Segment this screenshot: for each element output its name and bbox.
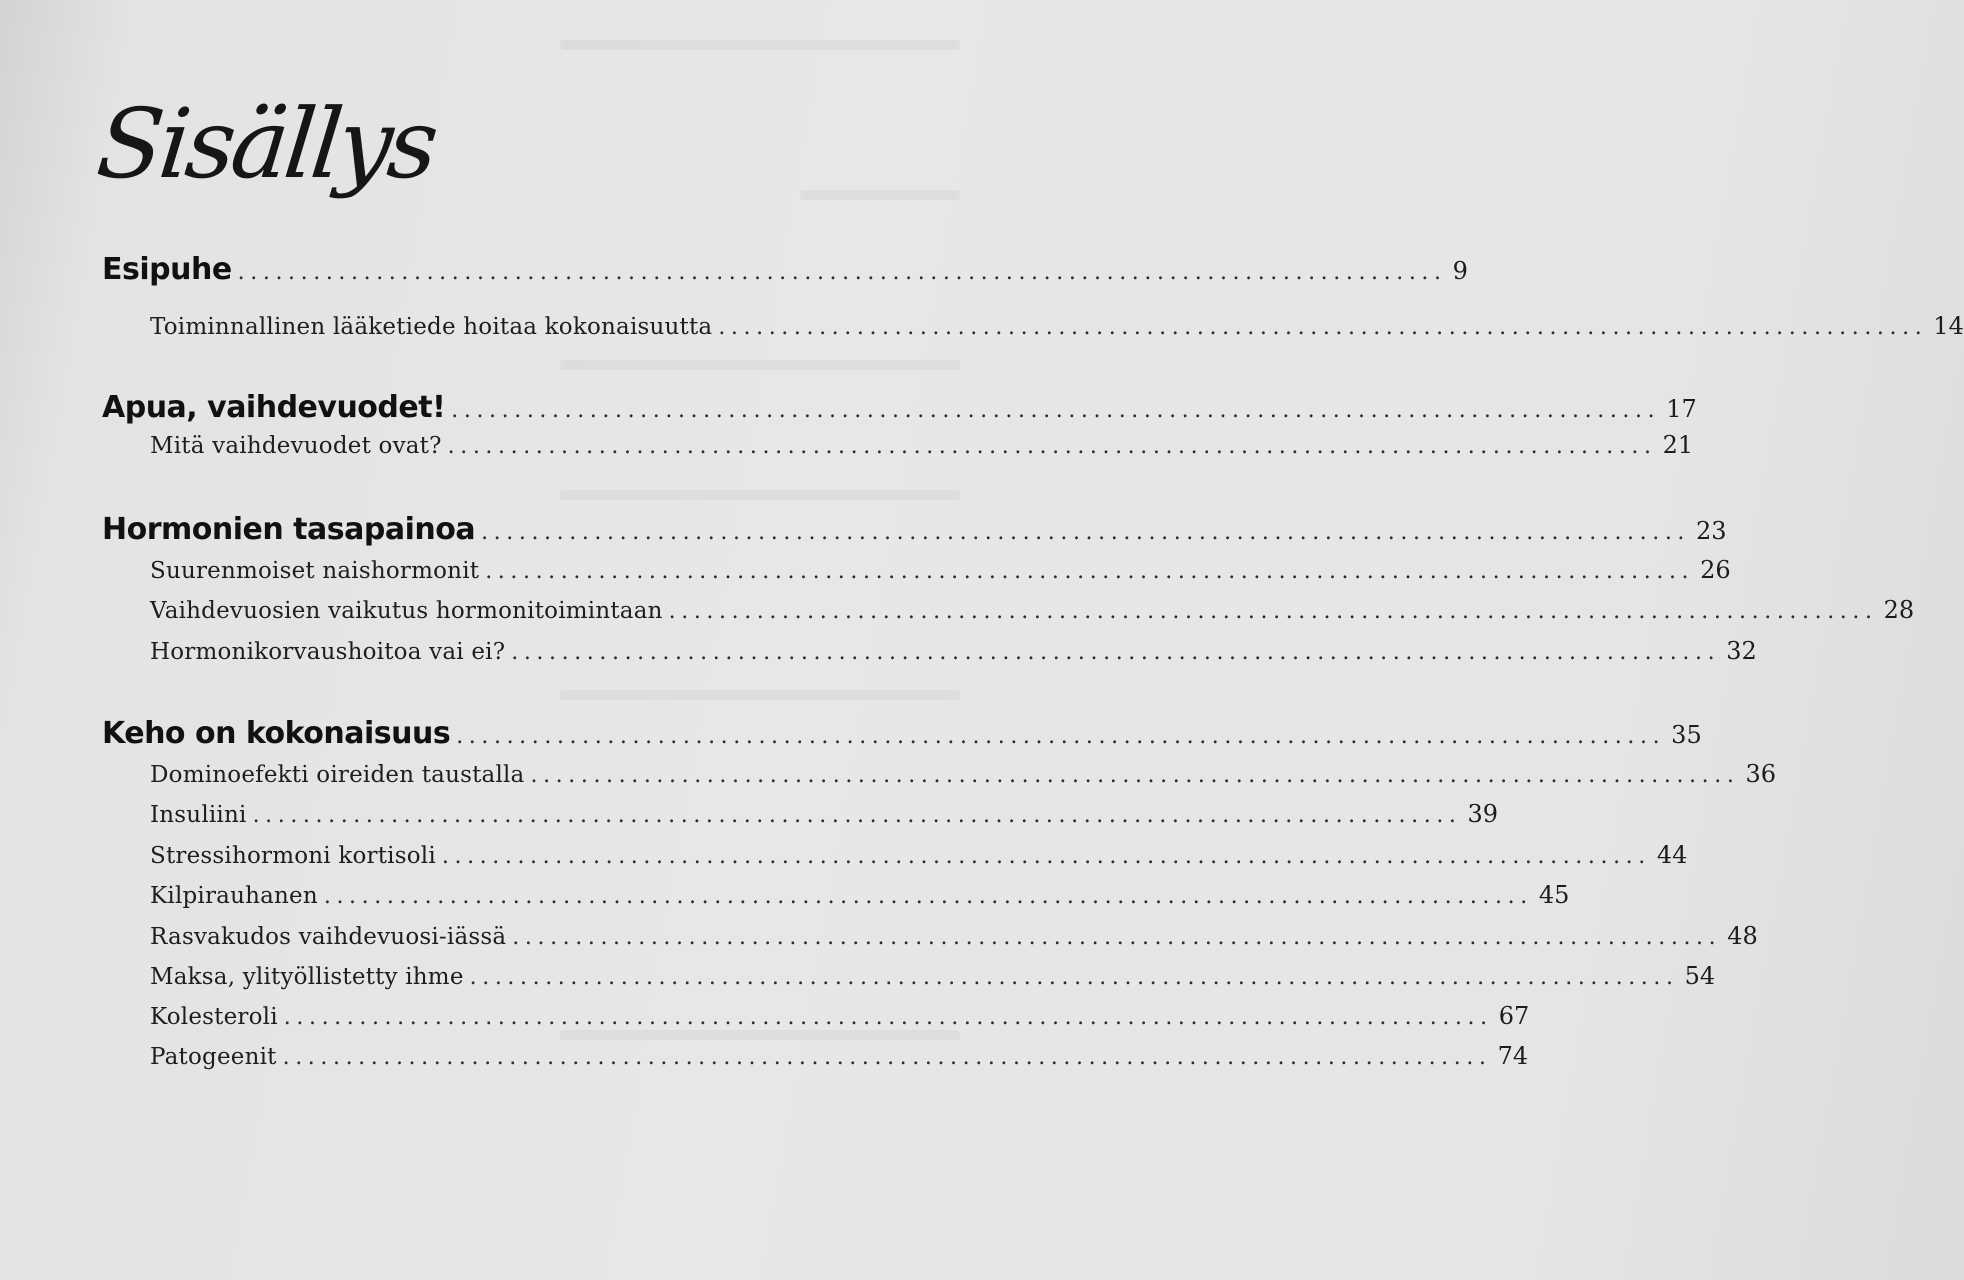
toc-entry <box>150 962 1716 990</box>
toc-entry-page: 32 <box>1726 637 1757 665</box>
toc-entry <box>150 760 1776 788</box>
toc-entry-label: Kilpirauhanen <box>150 883 318 909</box>
dot-leader: ................................................................................................ <box>481 520 1691 545</box>
toc-entry-label: Hormonien tasapainoa <box>102 512 476 547</box>
toc-entry-page: 44 <box>1656 841 1688 869</box>
toc-entry-label: Apua, vaihdevuodet! <box>102 390 446 425</box>
toc-entry-page: 28 <box>1883 596 1915 624</box>
toc-entry-label: Stressihormoni kortisoli <box>150 843 436 869</box>
dot-leader: ................................................................................................ <box>451 398 1661 423</box>
page-title: Sisällys <box>92 88 440 200</box>
dot-leader: ................................................................................................ <box>282 1045 1492 1070</box>
toc-entry-label: Keho on kokonaisuus <box>102 716 451 751</box>
toc-entry <box>150 800 1499 828</box>
dot-leader: ................................................................................................ <box>511 640 1721 665</box>
toc-entry-page: 36 <box>1745 760 1776 788</box>
toc-entry <box>150 556 1731 584</box>
toc-entry <box>150 922 1758 950</box>
dot-leader: ................................................................................................ <box>530 763 1740 788</box>
toc-entry-page: 17 <box>1666 395 1697 423</box>
dot-leader: ................................................................................................ <box>323 884 1533 909</box>
toc-entry <box>150 637 1757 665</box>
toc-entry-label: Suurenmoiset naishormonit <box>150 558 480 584</box>
toc-entry-label: Dominoefekti oireiden taustalla <box>150 762 525 788</box>
toc-entry-page: 45 <box>1538 881 1570 909</box>
toc-entry <box>102 716 1702 751</box>
toc-entry <box>150 1002 1530 1030</box>
dot-leader: ................................................................................................ <box>485 559 1695 584</box>
dot-leader: ................................................................................................ <box>237 260 1447 285</box>
toc-entry <box>150 881 1570 909</box>
toc-entry-page: 39 <box>1467 800 1499 828</box>
toc-entry-page: 35 <box>1671 721 1702 749</box>
toc-entry-label: Mitä vaihdevuodet ovat? <box>150 433 442 459</box>
toc-entry <box>150 596 1915 624</box>
toc-entry <box>102 252 1468 287</box>
toc-entry-label: Toiminnallinen lääketiede hoitaa kokonaisuutta <box>150 314 713 340</box>
toc-entry <box>150 312 1964 340</box>
toc-entry-label: Maksa, ylityöllistetty ihme <box>150 964 464 990</box>
toc-entry <box>150 1042 1529 1070</box>
toc-entry-page: 74 <box>1497 1042 1529 1070</box>
dot-leader: ................................................................................................ <box>718 315 1928 340</box>
toc-entry-page: 67 <box>1498 1002 1530 1030</box>
toc-entry-label: Kolesteroli <box>150 1004 278 1030</box>
dot-leader: ................................................................................................ <box>441 844 1651 869</box>
toc-entry <box>102 512 1727 547</box>
toc-entry-page: 54 <box>1684 962 1716 990</box>
toc-entry-page: 9 <box>1452 257 1468 285</box>
toc-entry-label: Hormonikorvaushoitoa vai ei? <box>150 639 506 665</box>
toc-entry-label: Rasvakudos vaihdevuosi-iässä <box>150 924 507 950</box>
dot-leader: ................................................................................................ <box>447 434 1657 459</box>
toc-entry-label: Esipuhe <box>102 252 232 287</box>
dot-leader: ................................................................................................ <box>252 803 1462 828</box>
toc-entry-page: 48 <box>1727 922 1758 950</box>
toc-entry-label: Insuliini <box>150 802 247 828</box>
toc-entry-label: Patogeenit <box>150 1044 277 1070</box>
dot-leader: ................................................................................................ <box>283 1005 1493 1030</box>
toc-entry <box>150 841 1688 869</box>
toc-entry-page: 26 <box>1700 556 1731 584</box>
dot-leader: ................................................................................................ <box>469 965 1679 990</box>
toc-entry-page: 23 <box>1696 517 1727 545</box>
toc-entry-label: Vaihdevuosien vaikutus hormonitoimintaan <box>150 598 663 624</box>
toc-entry <box>150 431 1694 459</box>
toc-entry-page: 14 <box>1933 312 1964 340</box>
dot-leader: ................................................................................................ <box>668 599 1878 624</box>
toc-entry-page: 21 <box>1662 431 1694 459</box>
dot-leader: ................................................................................................ <box>512 925 1722 950</box>
dot-leader: ................................................................................................ <box>456 724 1666 749</box>
toc-entry <box>102 390 1697 425</box>
